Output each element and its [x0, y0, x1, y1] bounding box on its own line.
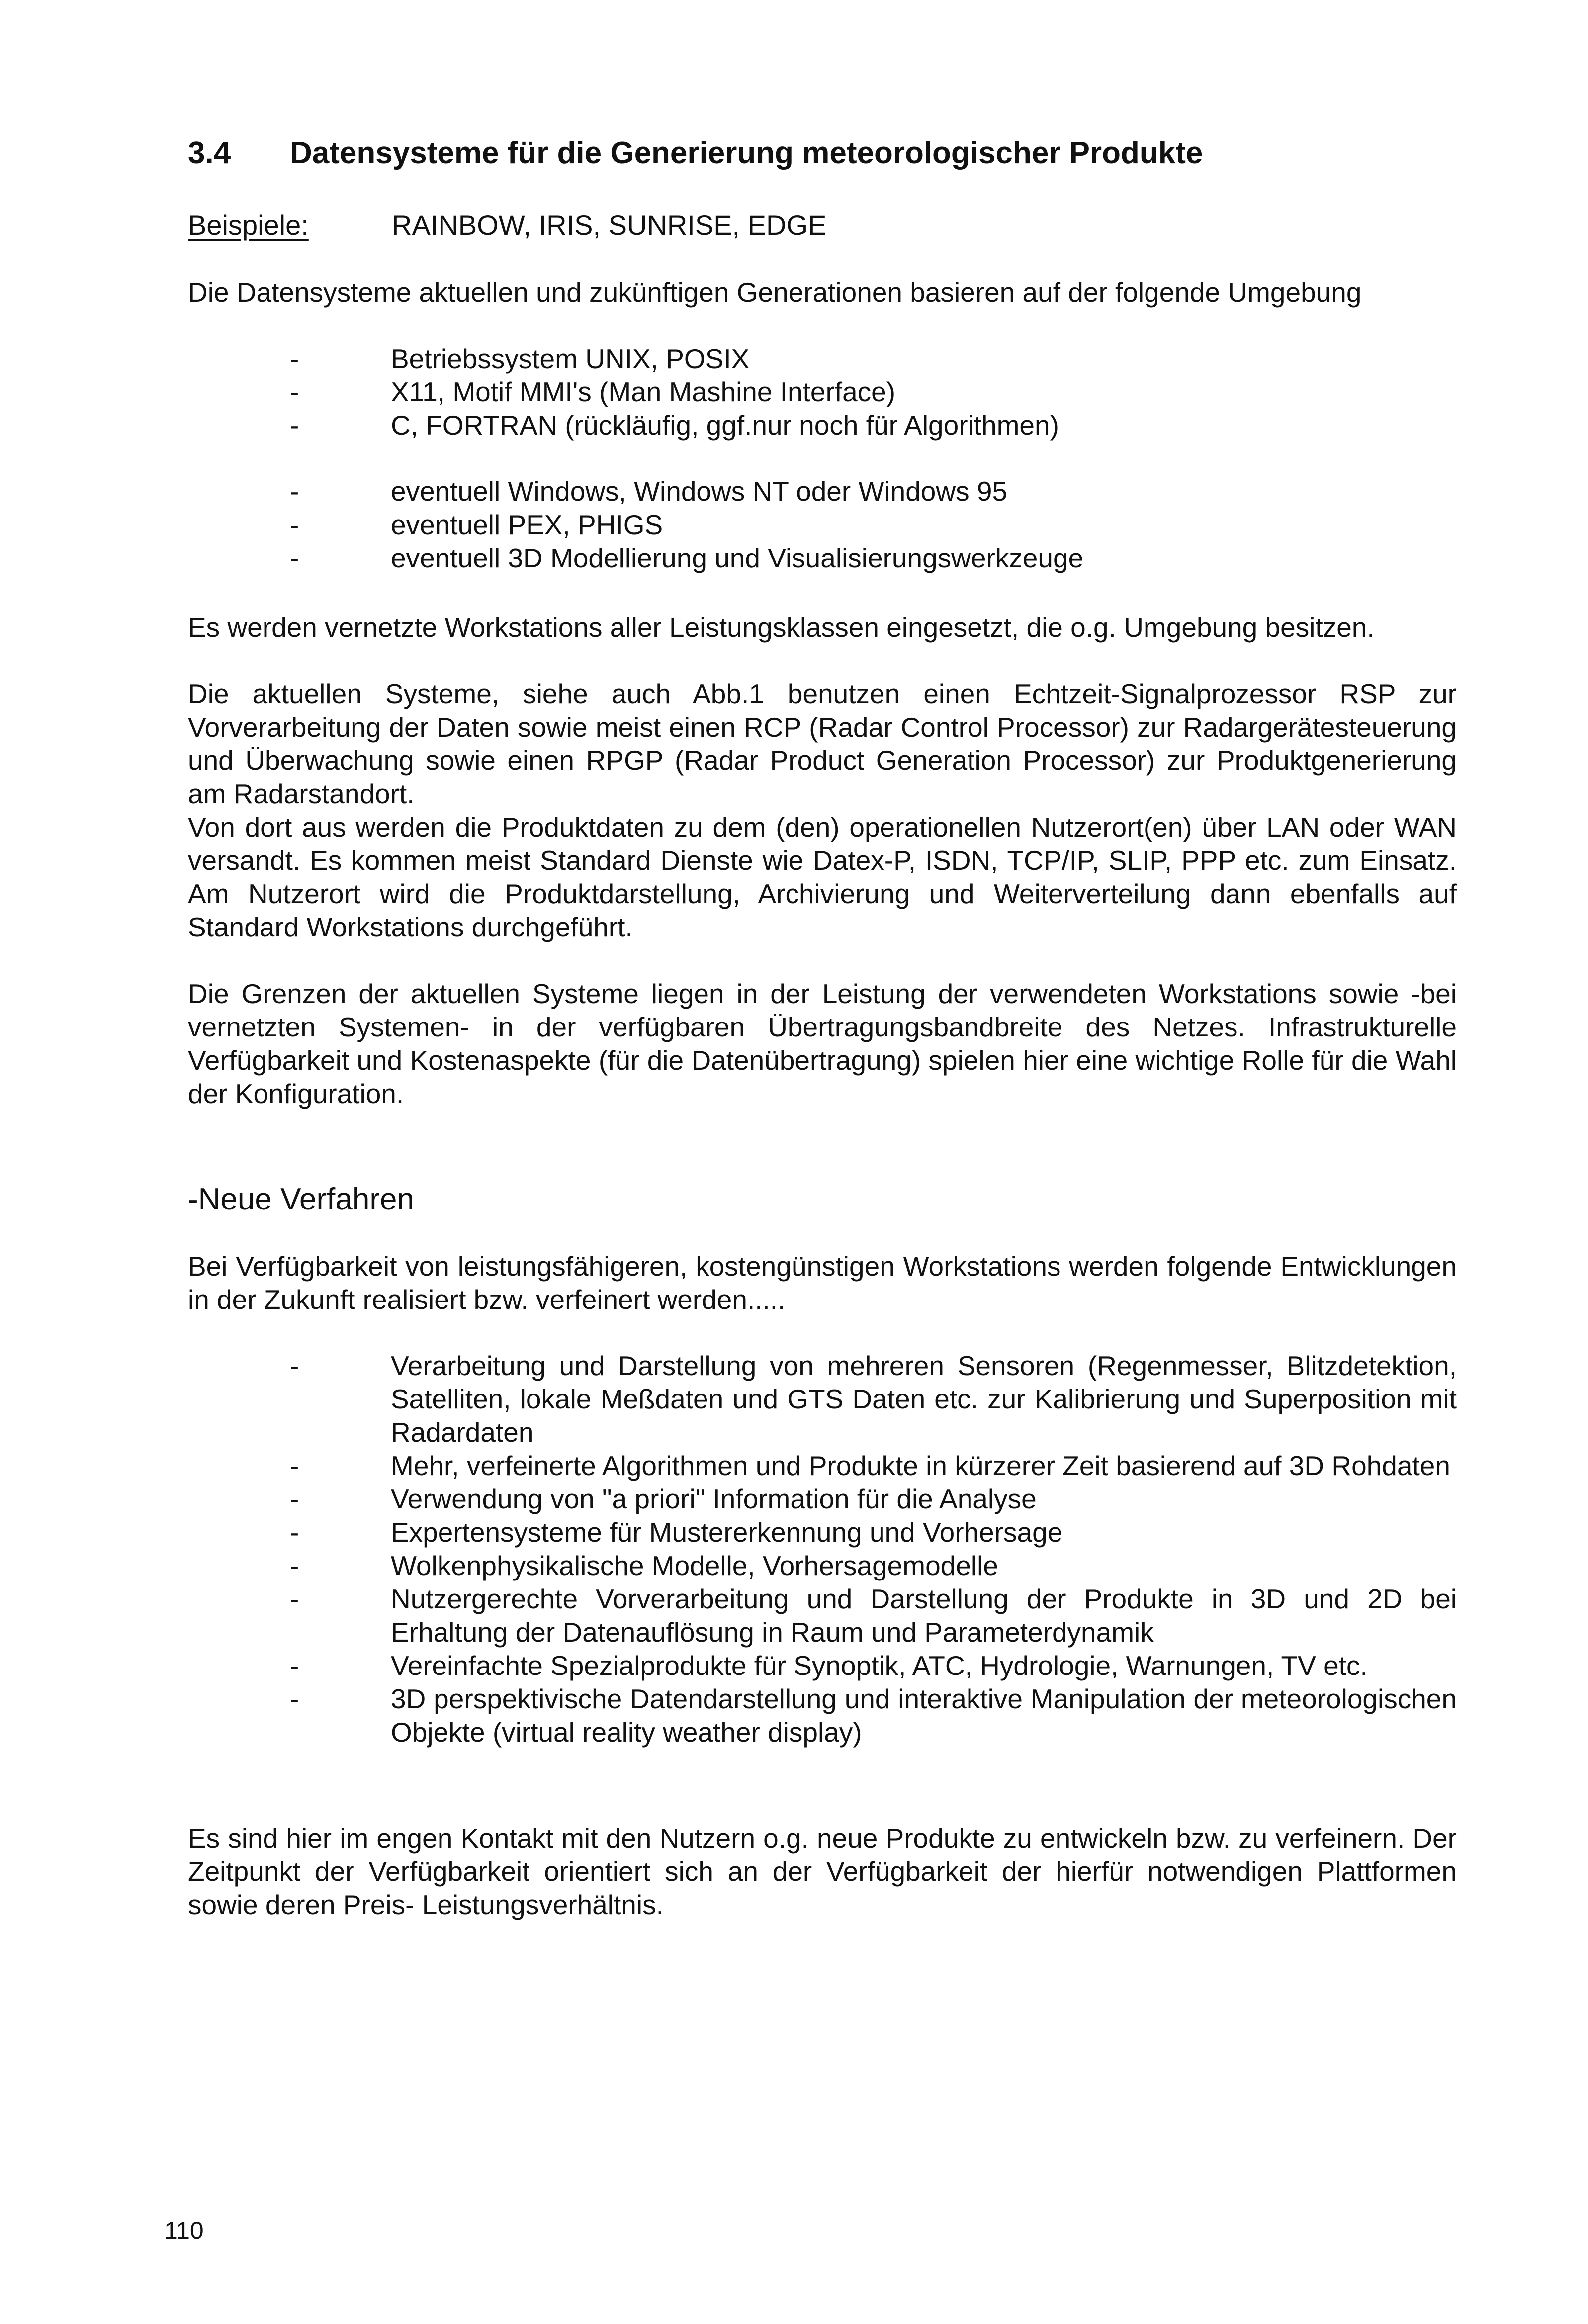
list-item: - Mehr, verfeinerte Algorithmen und Produkte in kürzerer Zeit basierend auf 3D Rohdaten — [188, 1449, 1457, 1483]
section-title: Datensysteme für die Generierung meteorologischer Produkte — [290, 136, 1203, 170]
examples-line — [188, 208, 1481, 243]
list-item: - eventuell PEX, PHIGS — [188, 508, 1457, 542]
list-item: - eventuell 3D Modellierung und Visualisierungswerkzeuge — [188, 542, 1457, 575]
bullet-dash: - — [290, 1350, 299, 1381]
section-heading — [188, 133, 1481, 173]
bullet-dash: - — [290, 343, 299, 374]
list-item: - Verarbeitung und Darstellung von mehreren Sensoren (Regenmesser, Blitzdetektion, Satelliten, lokale Meßdaten und GTS Daten etc. zur Kalibrierung und Superposition mit Radardaten — [290, 1350, 1457, 1448]
list-item: - Verwendung von "a priori" Information für die Analyse — [188, 1483, 1457, 1516]
bullet-dash: - — [290, 376, 299, 407]
bullet-dash: - — [290, 509, 299, 540]
examples-label: Beispiele: — [188, 209, 309, 241]
list-item: - Wolkenphysikalische Modelle, Vorhersagemodelle — [188, 1549, 1457, 1582]
list-item: - C, FORTRAN (rückläufig, ggf.nur noch für Algorithmen) — [188, 409, 1457, 442]
environment-list-2 — [188, 475, 1457, 575]
list-item: - eventuell Windows, Windows NT oder Windows 95 — [188, 475, 1457, 508]
environment-list-1 — [188, 342, 1457, 442]
subheading-new-methods: -Neue Verfahren — [188, 1182, 414, 1216]
bullet-dash: - — [290, 1683, 299, 1714]
bullet-dash: - — [290, 543, 299, 573]
intro-paragraph: Die Datensysteme aktuellen und zukünftigen Generationen basieren auf der folgende Umgebung — [188, 277, 1362, 308]
list-item: - 3D perspektivische Datendarstellung und interaktive Manipulation der meteorologischen Objekte (virtual reality weather display) — [290, 1683, 1457, 1748]
distribution-paragraph: Von dort aus werden die Produktdaten zu dem (den) operationellen Nutzerort(en) über LAN oder WAN versandt. Es kommen meist Standard Dienste wie Datex-P, ISDN, TCP/IP, SLIP, PPP etc. zum Einsatz. Am Nutzerort wird die Produktdarstellung, Archivierung und Weiterverteilung dann ebenfalls auf Standard Workstations durchgeführt. — [188, 812, 1457, 942]
page-number: 110 — [164, 2217, 204, 2244]
new-methods-intro-paragraph: Bei Verfügbarkeit von leistungsfähigeren, kostengünstigen Workstations werden folgende Entwicklungen in der Zukunft realisiert bzw. verfeinert werden..... — [188, 1251, 1457, 1315]
bullet-dash: - — [290, 476, 299, 507]
current-systems-paragraph: Die aktuellen Systeme, siehe auch Abb.1 benutzen einen Echtzeit-Signalprozessor RSP zur Vorverarbeitung der Daten sowie meist einen RCP (Radar Control Processor) zur Radargerätesteuerung und Überwachung sowie einen RPGP (Radar Product Generation Processor) zur Produktgenerierung am Radarstandort. — [188, 678, 1457, 809]
closing-paragraph: Es sind hier im engen Kontakt mit den Nutzern o.g. neue Produkte zu entwickeln bzw. zu verfeinern. Der Zeitpunkt der Verfügbarkeit orientiert sich an der Verfügbarkeit der hierfür notwendigen Plattformen sowie deren Preis- Leistungsverhältnis. — [188, 1823, 1457, 1920]
bullet-dash: - — [290, 1583, 299, 1614]
examples-text: RAINBOW, IRIS, SUNRISE, EDGE — [392, 209, 827, 241]
bullet-dash: - — [290, 1484, 299, 1514]
bullet-dash: - — [290, 1650, 299, 1681]
list-item: - Nutzergerechte Vorverarbeitung und Darstellung der Produkte in 3D und 2D bei Erhaltung der Datenauflösung in Raum und Parameterdynamik — [290, 1583, 1457, 1648]
bullet-dash: - — [290, 1517, 299, 1548]
list-item: - Betriebssystem UNIX, POSIX — [188, 342, 1457, 375]
future-developments-list — [188, 1349, 1457, 1749]
list-item: - Vereinfachte Spezialprodukte für Synoptik, ATC, Hydrologie, Warnungen, TV etc. — [188, 1649, 1457, 1682]
section-number: 3.4 — [188, 136, 231, 170]
list-item: - Expertensysteme für Mustererkennung und Vorhersage — [188, 1516, 1457, 1549]
limits-paragraph: Die Grenzen der aktuellen Systeme liegen in der Leistung der verwendeten Workstations sowie -bei vernetzten Systemen- in der verfügbaren Übertragungsbandbreite des Netzes. Infrastrukturelle Verfügbarkeit und Kostenaspekte (für die Datenübertragung) spielen hier eine wichtige Rolle für die Wahl der Konfiguration. — [188, 978, 1457, 1109]
list-item: - X11, Motif MMI's (Man Mashine Interface) — [188, 375, 1457, 409]
bullet-dash: - — [290, 410, 299, 441]
bullet-dash: - — [290, 1450, 299, 1481]
bullet-dash: - — [290, 1550, 299, 1581]
workstations-paragraph: Es werden vernetzte Workstations aller Leistungsklassen eingesetzt, die o.g. Umgebung besitzen. — [188, 612, 1375, 643]
